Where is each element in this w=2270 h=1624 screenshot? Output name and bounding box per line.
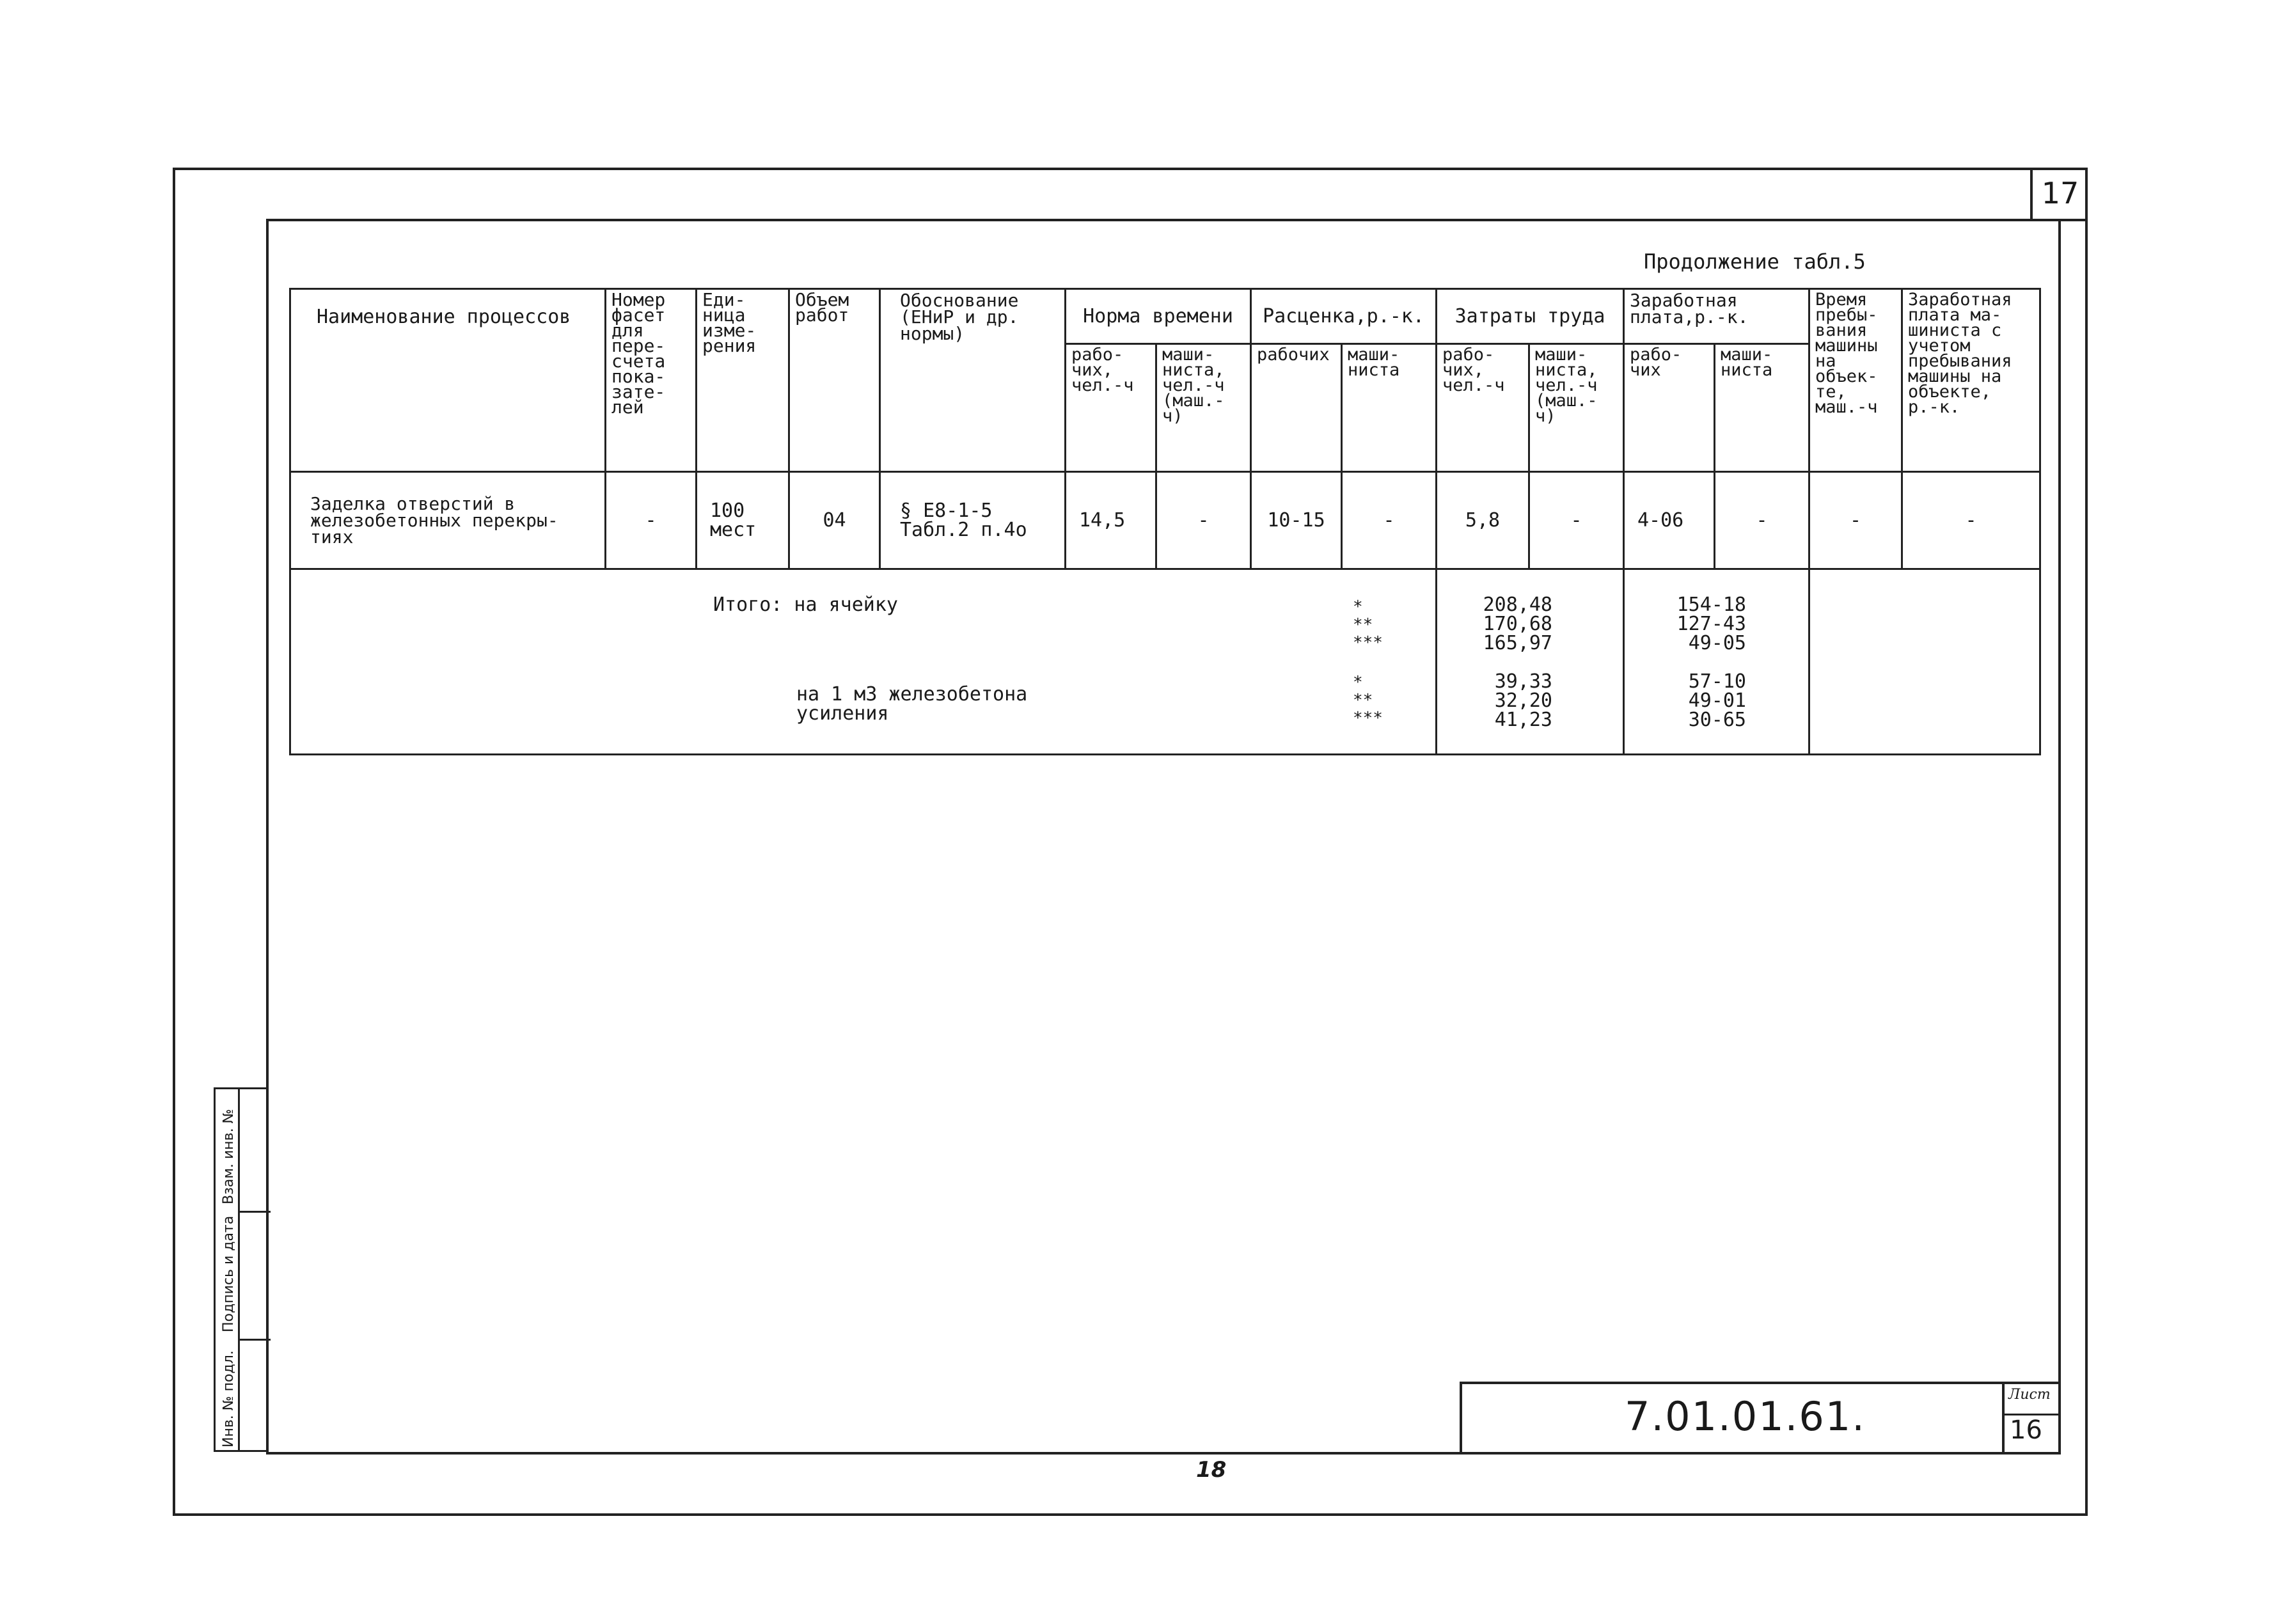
row-name: Заделка отверстий в железобетонных перекры- тиях bbox=[290, 472, 606, 569]
header-norm-machinist: маши- ниста, чел.-ч (маш.-ч) bbox=[1156, 344, 1251, 472]
header-labor-workers: рабо- чих, чел.-ч bbox=[1437, 344, 1529, 472]
totals-marks-cell: * ** *** bbox=[1353, 597, 1383, 652]
row-basis: § Е8-1-5 Табл.2 п.4о bbox=[880, 472, 1066, 569]
header-wage-workers: рабо- чих bbox=[1624, 344, 1715, 472]
row-machinist-wage: - bbox=[1902, 472, 2040, 569]
header-rate-machinist: маши- ниста bbox=[1342, 344, 1437, 472]
totals-labels bbox=[290, 569, 1437, 755]
header-row-1 bbox=[290, 289, 2040, 344]
totals-row bbox=[290, 569, 2040, 755]
header-volume: Объем работ bbox=[789, 289, 880, 472]
totals-marks-m3: * ** *** bbox=[1353, 673, 1383, 728]
side-label-sign: Подпись и дата bbox=[221, 1215, 237, 1332]
header-wage: Заработная плата,р.-к. bbox=[1624, 289, 1809, 344]
continuation-label: Продолжение табл.5 bbox=[1644, 249, 1866, 274]
header-facet: Номер фасет для пере- счета пока- зате- лей bbox=[606, 289, 697, 472]
header-labor-machinist: маши- ниста, чел.-ч (маш.-ч) bbox=[1529, 344, 1624, 472]
header-norm-time: Норма времени bbox=[1066, 289, 1251, 344]
totals-labor bbox=[1437, 569, 1624, 755]
corner-page-number: 17 bbox=[2030, 168, 2088, 221]
header-rate-workers: рабочих bbox=[1251, 344, 1342, 472]
totals-label-cell: Итого: на ячейку bbox=[713, 594, 898, 616]
totals-labor-cell: 208,48 170,68 165,97 bbox=[1483, 594, 1552, 654]
row-rate-workers: 10-15 bbox=[1251, 472, 1342, 569]
row-machine-time: - bbox=[1809, 472, 1902, 569]
header-labor: Затраты труда bbox=[1437, 289, 1624, 344]
header-wage-machinist: маши- ниста bbox=[1715, 344, 1809, 472]
row-volume: 04 bbox=[789, 472, 880, 569]
table-row bbox=[290, 472, 2040, 569]
row-labor-workers: 5,8 bbox=[1437, 472, 1529, 569]
header-basis: Обоснование (ЕНиР и др. нормы) bbox=[880, 289, 1066, 472]
totals-label-m3: на 1 м3 железобетона усиления bbox=[796, 683, 1028, 725]
document-code: 7.01.01.61. bbox=[1625, 1393, 1866, 1440]
totals-wage bbox=[1624, 569, 1809, 755]
row-norm-machinist: - bbox=[1156, 472, 1251, 569]
main-table bbox=[289, 288, 2041, 755]
totals-empty bbox=[1809, 569, 2040, 755]
header-machine-time: Время пребы- вания машины на объек- те, маш.-ч bbox=[1809, 289, 1902, 472]
side-stamp-divider bbox=[240, 1211, 271, 1213]
sheet-label: Лист bbox=[2008, 1387, 2051, 1403]
row-wage-workers: 4-06 bbox=[1624, 472, 1715, 569]
row-unit: 100 мест bbox=[697, 472, 789, 569]
totals-wage-m3: 57-10 49-01 30-65 bbox=[1688, 670, 1746, 731]
totals-wage-cell: 154-18 127-43 49-05 bbox=[1676, 594, 1746, 654]
side-stamp-divider bbox=[240, 1339, 271, 1341]
row-wage-machinist: - bbox=[1715, 472, 1809, 569]
sheet-number: 16 bbox=[2005, 1414, 2061, 1455]
row-facet: - bbox=[606, 472, 697, 569]
header-rate: Расценка,р.-к. bbox=[1251, 289, 1437, 344]
side-label-replace: Взам. инв. № bbox=[221, 1108, 237, 1204]
side-stamp bbox=[214, 1087, 269, 1452]
header-machinist-wage: Заработная плата ма- шиниста с учетом пребывания машины на объекте, р.-к. bbox=[1902, 289, 2040, 472]
header-unit: Еди- ница изме- рения bbox=[697, 289, 789, 472]
totals-labor-m3: 39,33 32,20 41,23 bbox=[1494, 670, 1552, 731]
page-number: 18 bbox=[1196, 1457, 1227, 1483]
row-labor-machinist: - bbox=[1529, 472, 1624, 569]
row-rate-machinist: - bbox=[1342, 472, 1437, 569]
row-norm-workers: 14,5 bbox=[1066, 472, 1156, 569]
header-name: Наименование процессов bbox=[290, 289, 606, 472]
side-label-inv: Инв. № подл. bbox=[221, 1350, 237, 1447]
header-norm-workers: рабо- чих, чел.-ч bbox=[1066, 344, 1156, 472]
